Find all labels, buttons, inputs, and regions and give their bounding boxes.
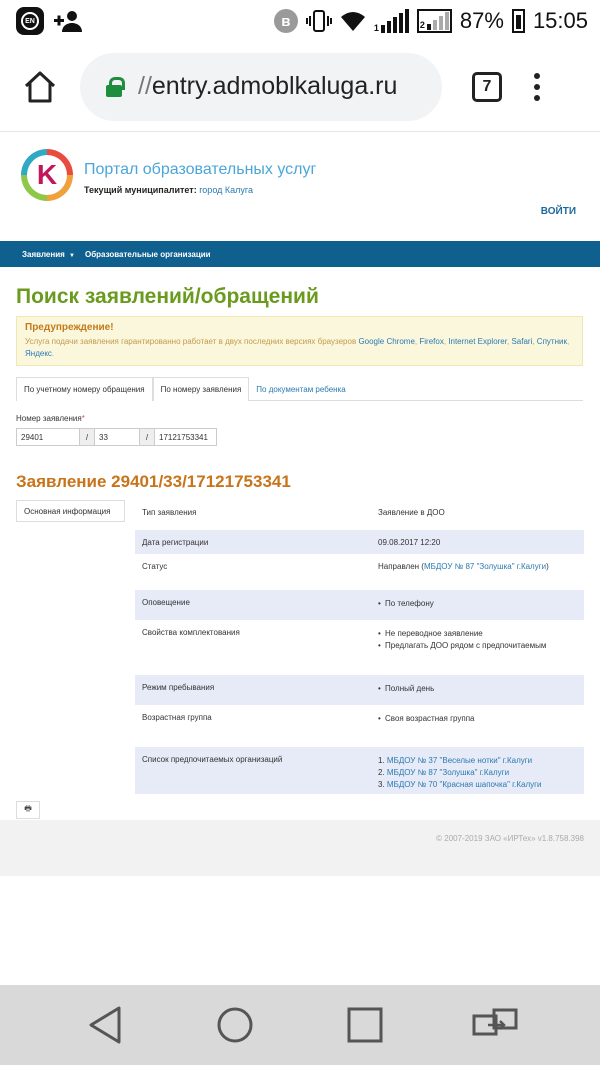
address-bar[interactable] [80, 53, 442, 121]
add-contact-icon [54, 10, 84, 32]
clock: 15:05 [532, 8, 588, 33]
browser-link-yandex[interactable]: Яндекс [25, 349, 52, 358]
portal-title[interactable]: Портал образовательных услуг [84, 161, 317, 178]
url-scheme: // [138, 72, 152, 100]
browser-toolbar [0, 42, 600, 132]
application-number-part3-input[interactable]: 17121753341 [154, 428, 217, 446]
browser-link-safari[interactable]: Safari [511, 337, 533, 346]
browser-link-sputnik[interactable]: Спутник [536, 337, 567, 346]
dual-window-button[interactable] [465, 995, 525, 1055]
android-navigation-bar [0, 985, 600, 1065]
preferred-org-item: 1. МБДОУ № 37 "Веселые нотки" г.Калуги [378, 756, 533, 765]
detail-row-notification: Оповещение • По телефону [135, 590, 584, 620]
signal-sim1-icon: 1 [374, 9, 409, 33]
browser-link-chrome[interactable]: Google Chrome [358, 337, 415, 346]
home-icon [23, 71, 57, 103]
caret-down-icon: ▼ [69, 252, 75, 259]
preferred-org-item: 3. МБДОУ № 70 "Красная шапочка" г.Калуги [378, 780, 542, 789]
preferred-org-link[interactable]: МБДОУ № 37 "Веселые нотки" г.Калуги [386, 756, 533, 765]
android-status-bar [0, 0, 600, 42]
municipality-info: Текущий муниципалитет: город Калуга [84, 185, 253, 195]
portal-logo[interactable]: K [21, 149, 73, 201]
application-number-part2-input[interactable]: 33 [94, 428, 140, 446]
detail-row-status: Статус Направлен (МБДОУ № 87 "Золушка" г.Калуги) [142, 562, 549, 571]
application-number-inputs [16, 428, 217, 446]
nav-item-organizations[interactable]: Образовательные организации [84, 249, 211, 259]
browser-warning [16, 316, 583, 366]
application-details [135, 500, 584, 794]
search-tabs [16, 377, 583, 401]
home-button[interactable] [0, 42, 80, 132]
tab-switcher-button[interactable]: 7 [472, 72, 502, 102]
detail-row-preferred-orgs: Список предпочитаемых организаций 1. МБДОУ № 37 "Веселые нотки" г.Калуги 2. МБДОУ № 87 "Золушка" г.Калуги 3. МБДОУ № 70 "Красная шапочка" г.Калуги [135, 747, 584, 794]
detail-row-mode: Режим пребывания • Полный день [135, 675, 584, 705]
number-separator: / [80, 428, 94, 446]
battery-percent: 87% [459, 8, 504, 33]
application-title: Заявление 29401/33/17121753341 [16, 472, 291, 491]
back-button[interactable] [75, 995, 135, 1055]
url-host: entry.admoblkaluga.ru [151, 72, 398, 100]
signal-sim2-icon: 2 [417, 9, 452, 33]
nav-item-applications[interactable]: Заявления ▼ [22, 249, 75, 259]
app-notification-icon: EN [16, 7, 44, 35]
browser-menu-button[interactable] [534, 73, 540, 101]
copyright: © 2007-2019 ЗАО «ИРТех» v1.8.758.398 [436, 834, 584, 843]
preferred-org-item: 2. МБДОУ № 87 "Золушка" г.Калуги [378, 768, 510, 777]
home-circle-icon [215, 1005, 255, 1045]
application-number-label: Номер заявления* [16, 414, 85, 423]
main-content [0, 267, 600, 819]
page-title: Поиск заявлений/обращений [16, 285, 319, 308]
warning-text: Услуга подачи заявления гарантированно работает в двух последних версиях браузеров Google Chrome, Firefox, Internet Explorer, Safari, Спутник, Яндекс. [25, 337, 570, 358]
tab-by-child-documents[interactable]: По документам ребенка [256, 384, 346, 394]
status-organization-link[interactable]: МБДОУ № 87 "Золушка" г.Калуги [423, 562, 547, 571]
login-link[interactable]: ВОЙТИ [540, 206, 576, 217]
vibrate-icon [306, 10, 332, 32]
recents-icon [346, 1006, 384, 1044]
tab-by-request-number[interactable]: По учетному номеру обращения [16, 377, 153, 401]
application-number-part1-input[interactable]: 29401 [16, 428, 80, 446]
page-footer [0, 820, 600, 876]
bluetooth-icon: ʙ [274, 9, 298, 33]
lock-icon [106, 77, 122, 97]
browser-link-firefox[interactable]: Firefox [419, 337, 444, 346]
home-nav-button[interactable] [205, 995, 265, 1055]
print-button[interactable] [16, 801, 40, 819]
tab-main-info[interactable]: Основная информация [16, 500, 125, 522]
recents-button[interactable] [335, 995, 395, 1055]
switch-window-icon [472, 1008, 518, 1042]
preferred-org-link[interactable]: МБДОУ № 87 "Золушка" г.Калуги [386, 768, 510, 777]
battery-icon [512, 9, 525, 33]
tab-by-application-number[interactable]: По номеру заявления [153, 377, 250, 401]
municipality-link[interactable]: город Калуга [199, 185, 253, 195]
main-navbar [0, 241, 600, 267]
warning-title: Предупреждение! [25, 322, 114, 333]
preferred-org-link[interactable]: МБДОУ № 70 "Красная шапочка" г.Калуги [386, 780, 542, 789]
number-separator: / [140, 428, 154, 446]
print-icon: 🖶 [24, 804, 32, 813]
detail-row-type: Тип заявления Заявление в ДОО [142, 508, 445, 517]
wifi-icon [340, 10, 366, 32]
detail-row-age-group: Возрастная группа • Своя возрастная группа [135, 705, 584, 747]
back-icon [87, 1005, 123, 1045]
site-header [0, 133, 600, 241]
browser-link-ie[interactable]: Internet Explorer [448, 337, 507, 346]
detail-row-registration: Дата регистрации 09.08.2017 12:20 [135, 530, 584, 554]
detail-row-properties: Свойства комплектования • Не переводное заявление • Предлагать ДОО рядом с предпочитаемым [135, 620, 584, 675]
